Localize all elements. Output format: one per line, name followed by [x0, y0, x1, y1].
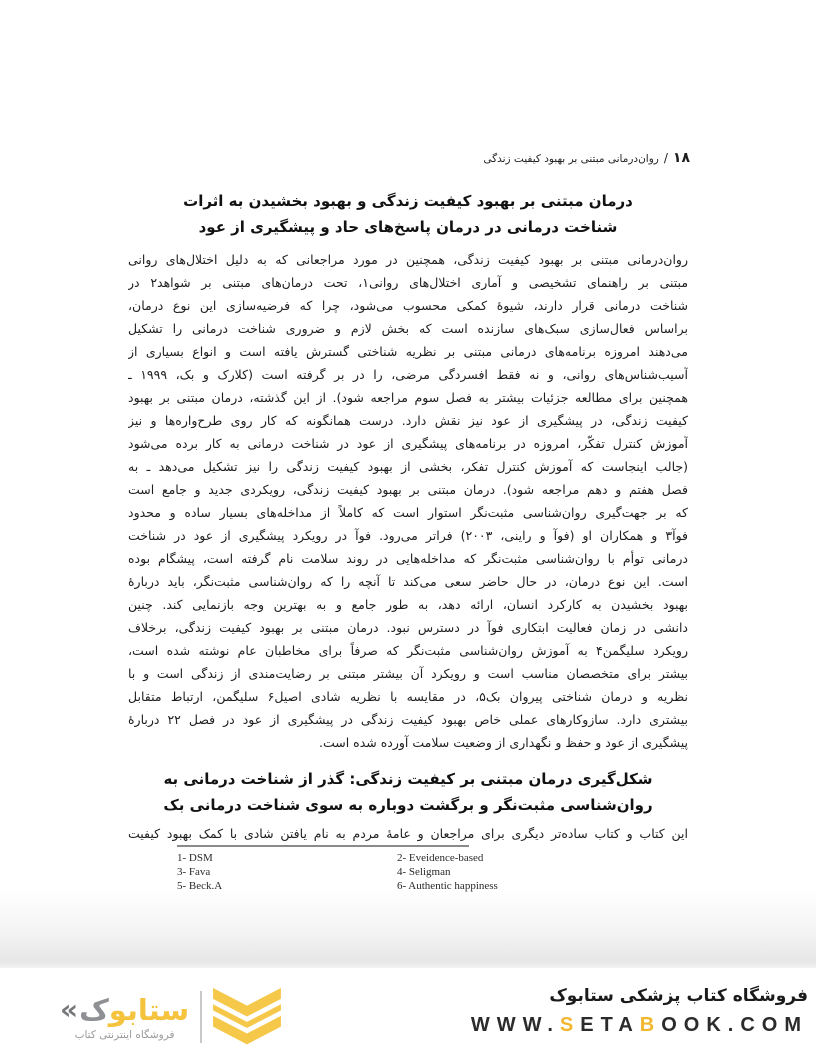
- page-bottom-shadow: [0, 888, 816, 968]
- text-line: 2- Eveidence-based: [397, 852, 484, 864]
- running-head-separator: /: [663, 151, 668, 165]
- section1-heading-line2: شناخت درمانی در درمان پاسخ‌های حاد و پیشگیری از عود: [198, 218, 618, 236]
- footnote-column-left: [177, 851, 397, 893]
- logo-wordmark-block: [60, 993, 189, 1041]
- website-link[interactable]: [471, 1012, 808, 1038]
- text-line: 4- Seligman: [397, 866, 451, 878]
- running-head: [483, 150, 690, 166]
- footnote-column-right: [397, 851, 498, 893]
- text-line: این کتاب و کتاب ساده‌تر دیگری برای مراجعان و عامهٔ مردم به نام یافتن شادی با کمک بهبود کیفیت: [128, 826, 688, 841]
- text-line: کیفیت زندگی، در پیشگیری از عود نیز نقش دارد. درست همانگونه که کار روی طرح‌واره‌ها و نیز: [128, 413, 688, 428]
- book-title: روان‌درمانی مبتنی بر بهبود کیفیت زندگی: [483, 153, 659, 165]
- text-line: 5- Beck.A: [177, 880, 223, 892]
- section2-heading: [128, 766, 688, 818]
- text-line: مبتنی بر راهنمای تشخیصی و آماری اختلال‌های روانی۱، تحت درمان‌های مبتنی بر شواهد۲ در: [128, 275, 688, 290]
- footer-right-block: [471, 984, 808, 1038]
- url-segment: ETA: [580, 1014, 640, 1036]
- logo-divider: [200, 991, 202, 1043]
- text-line: بهبود بخشیدن به کارکرد انسان، ارائه دهد، به طور جامع و به بهترین وجه بازنمایی کند. چنین: [128, 597, 688, 612]
- text-line: روان‌درمانی مبتنی بر بهبود کیفیت زندگی، همچنین در مورد مراجعانی که به دلیل اختلال‌های روانی: [128, 252, 688, 267]
- setabook-logo[interactable]: [60, 988, 281, 1045]
- text-line: 3- Fava: [177, 866, 211, 878]
- footnotes-block: [128, 845, 688, 893]
- text-line: براساس فعال‌سازی سبک‌های سازنده است که بخش لازم و ضروری شناخت درمانی را تشکیل: [128, 321, 688, 336]
- section1-paragraph: [128, 248, 688, 754]
- text-line: می‌دهند امروزه برنامه‌های درمانی مبتنی بر نظریه شناختی گسترش یافته است و انواع بسیاری از: [128, 344, 688, 359]
- text-line: است. این نوع درمان، در حال حاضر سعی می‌کند تا آنچه را که روان‌شناسی مثبت‌نگر، باید دربارهٔ: [128, 574, 688, 589]
- url-segment: OOK.COM: [661, 1014, 808, 1036]
- footnote-separator-rule: [177, 845, 469, 847]
- logo-wordmark: [60, 993, 189, 1027]
- text-line: (جالب اینجاست که آموزش کنترل تفکر، بخشی از بهبود کیفیت زندگی را نیز تشکیل می‌دهد ـ به: [128, 459, 688, 474]
- text-line: بیشتر برای متخصصان مناسب است و رویکرد آن بیشتر مبتنی بر رضایت‌مندی از زندگی است و با: [128, 666, 688, 681]
- logo-tagline: فروشگاه اینترنتی کتاب: [74, 1028, 175, 1041]
- text-line: دانشی در زمان فعالیت ابتکاری فوآ در دسترس نبود. درمان مبتنی بر بهبود کیفیت زندگی، برخلاف: [128, 620, 688, 635]
- text-line: 6- Authentic happiness: [397, 880, 498, 892]
- url-segment: WWW.: [470, 1014, 560, 1036]
- url-segment: B: [639, 1014, 662, 1036]
- section2-heading-line2: روان‌شناسی مثبت‌نگر و برگشت دوباره به سوی شناخت درمانی بک: [163, 796, 653, 814]
- text-line: رویکرد سلیگمن۴ به آموزش روان‌شناسی مثبت‌نگر که صرفاً برای مخاطبان عام نوشته شده است،: [128, 643, 688, 658]
- text-line: آموزش کنترل تفکّر، امروزه در برنامه‌های پیشگیری از عود در شناخت درمانی به کار برده می‌شود: [128, 436, 688, 451]
- footnote-columns: [128, 851, 688, 893]
- section1-heading: [128, 188, 688, 240]
- triple-chevron-down-icon: [213, 988, 281, 1045]
- page-number: ۱۸: [672, 150, 690, 166]
- text-line: که بر جهت‌گیری روان‌شناسی مثبت‌نگر استوار است که کاملاً از مداخله‌های بسیار ساده و محدود: [128, 505, 688, 520]
- section1-heading-line1: درمان مبتنی بر بهبود کیفیت زندگی و بهبود بخشیدن به اثرات: [183, 192, 633, 210]
- text-line: 1- DSM: [177, 852, 213, 864]
- text-line: پیشگیری از عود و حفظ و نگهداری از وضعیت سلامت آورده شده است.: [319, 735, 688, 750]
- store-title: فروشگاه کتاب پزشکی ستابوک: [549, 986, 808, 1006]
- text-line: فوآ۳ و همکاران او (فوآ و راینی، ۲۰۰۳) فراتر می‌رود. فوآ در رویکرد پیشگیری از عود در شناخت: [128, 528, 688, 543]
- double-left-chevron-icon: «: [60, 992, 79, 1026]
- setabook-footer: [0, 984, 816, 1054]
- section2-heading-line1: شکل‌گیری درمان مبتنی بر کیفیت زندگی: گذر از شناخت درمانی به: [163, 770, 653, 788]
- text-line: فصل هفتم و دهم مراجعه شود). درمان مبتنی بر بهبود کیفیت زندگی، رویکردی جدید و جامع است: [128, 482, 688, 497]
- text-line: درمانی توأم با روان‌شناسی مثبت‌نگر که مداخله‌هایی در روند سلامت نام گرفته است، پیشگام بوده: [128, 551, 688, 566]
- wordmark-yellow-part: ستابو: [108, 992, 190, 1027]
- text-line: بیشتری دارد. سازوکارهای عملی خاص بهبود کیفیت زندگی در پیشگیری از عود در فصل ۲۲ دربارهٔ: [128, 712, 688, 727]
- url-segment: S: [559, 1014, 581, 1036]
- text-line: آسیب‌شناس‌های روانی، و نه فقط افسردگی مرضی، را در بر گرفته است (کلارک و بک، ۱۹۹۹ ـ: [128, 367, 688, 382]
- section2-paragraph: [128, 822, 688, 845]
- wordmark-gray-part: ک: [79, 992, 109, 1027]
- text-line: نظریه و درمان شناختی پیروان بک۵، در مقایسه با نظریه شادی اصیل۶ سلیگمن، ارتباط متقابل: [128, 689, 688, 704]
- text-line: همچنین برای مطالعه جزئیات بیشتر به فصل سوم مراجعه شود). از این گذشته، درمان مبتنی بر بهبود: [128, 390, 688, 405]
- text-line: شناخت درمانی قرار دارند، شیوهٔ کمکی محسوب می‌شود، چرا که فرضیه‌سازی این نوع درمان،: [128, 298, 688, 313]
